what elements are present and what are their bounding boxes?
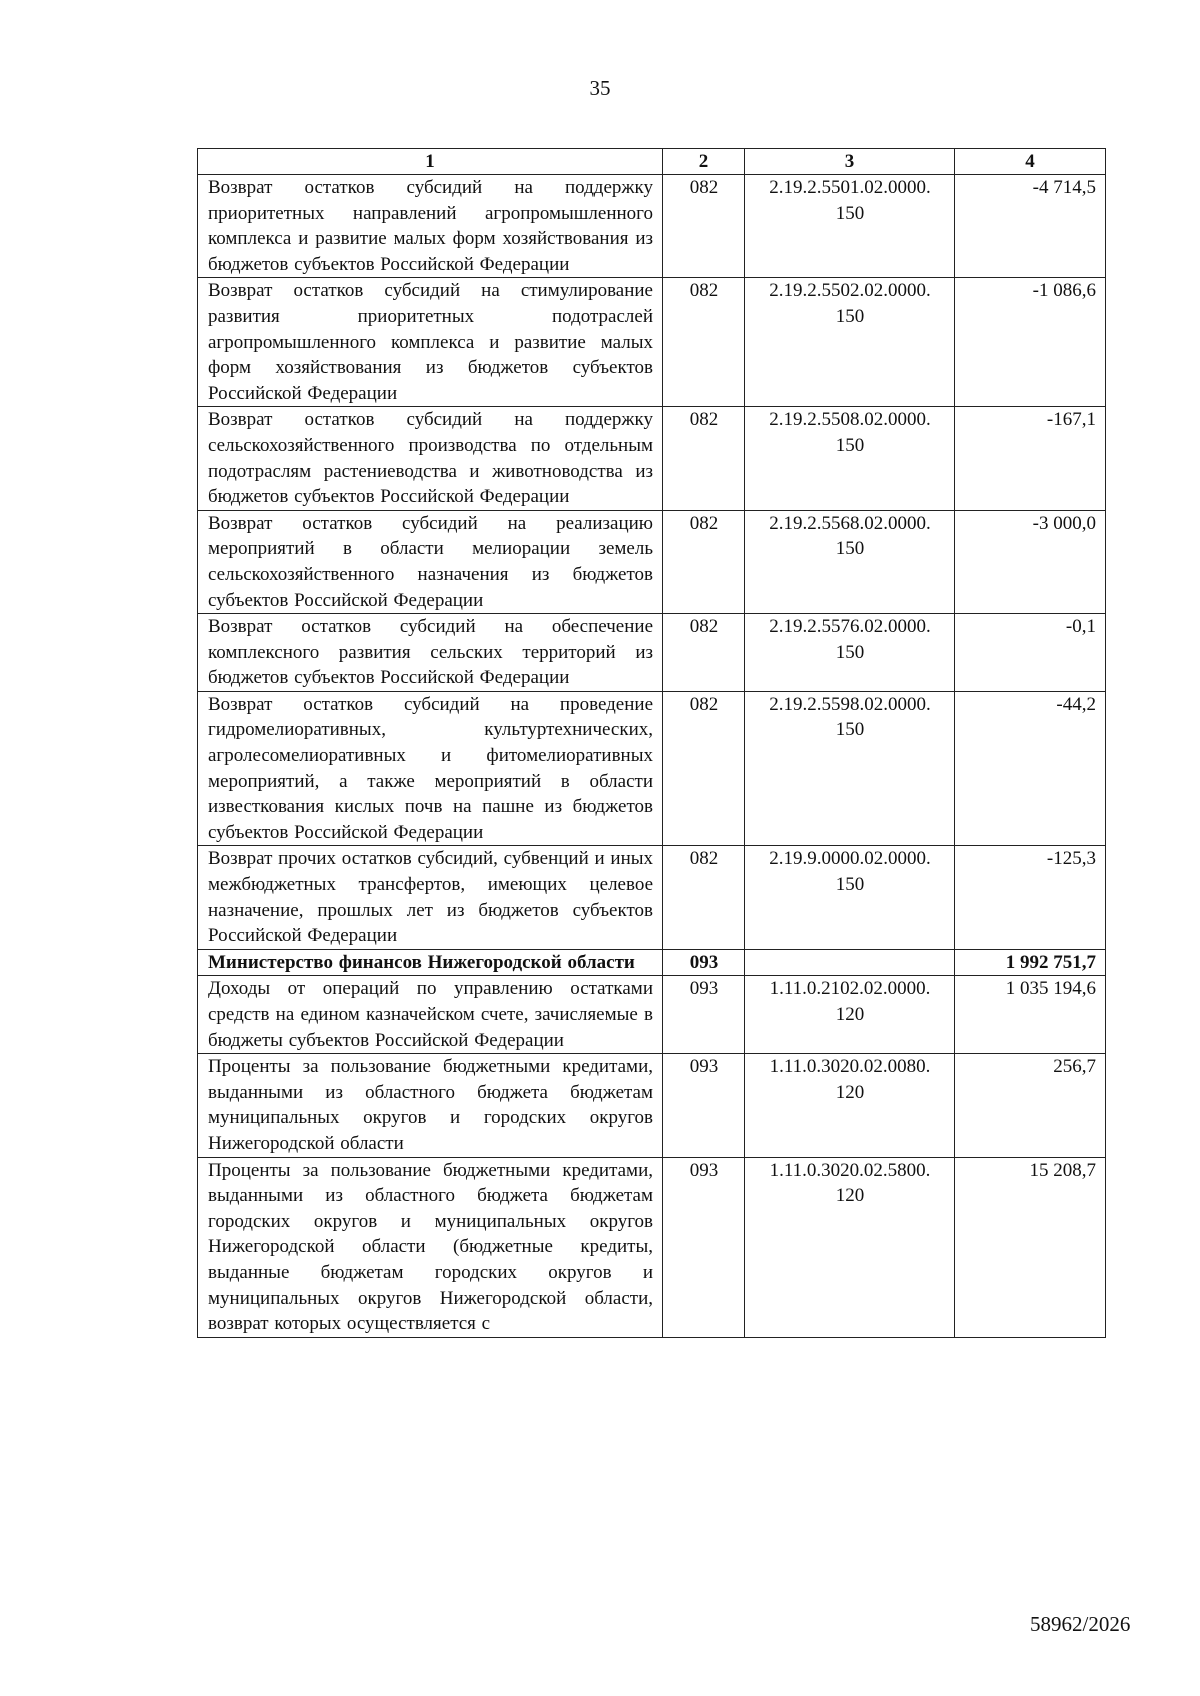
- row-admin-code: 082: [663, 691, 745, 846]
- header-col-1: 1: [198, 149, 663, 175]
- row-amount: 1 992 751,7: [955, 949, 1106, 976]
- table-row: [198, 1054, 1106, 1157]
- table-row: [198, 1157, 1106, 1337]
- row-admin-code: 093: [663, 949, 745, 976]
- table-row-ministry: [198, 949, 1106, 976]
- row-name: Возврат остатков субсидий на проведение гидромелиоративных, культуртехнических, агролесомелиоративных и фитомелиоративных мероприятий, а также мероприятий в области известкования кислых почв на пашне из бюджетов субъектов Российской Федерации: [198, 691, 663, 846]
- header-col-4: 4: [955, 149, 1106, 175]
- row-budget-code: 2.19.2.5598.02.0000. 150: [745, 691, 955, 846]
- row-name: Возврат остатков субсидий на обеспечение комплексного развития сельских территорий из бюджетов субъектов Российской Федерации: [198, 614, 663, 692]
- row-name: Проценты за пользование бюджетными кредитами, выданными из областного бюджета бюджетам городских округов и муниципальных округов Нижегородской области (бюджетные кредиты, выданные бюджетам городских округов и муниципальных округов Нижегородской области, возврат которых осуществляется с: [198, 1157, 663, 1337]
- row-admin-code: 093: [663, 1157, 745, 1337]
- row-amount: -0,1: [955, 614, 1106, 692]
- row-name: Проценты за пользование бюджетными кредитами, выданными из областного бюджета бюджетам муниципальных округов и городских округов Нижегородской области: [198, 1054, 663, 1157]
- row-budget-code: 1.11.0.3020.02.5800. 120: [745, 1157, 955, 1337]
- row-amount: -4 714,5: [955, 175, 1106, 278]
- row-amount: 15 208,7: [955, 1157, 1106, 1337]
- row-budget-code: 1.11.0.3020.02.0080. 120: [745, 1054, 955, 1157]
- row-budget-code: 1.11.0.2102.02.0000. 120: [745, 976, 955, 1054]
- row-admin-code: 093: [663, 976, 745, 1054]
- row-amount: 1 035 194,6: [955, 976, 1106, 1054]
- row-budget-code: [745, 949, 955, 976]
- row-amount: -167,1: [955, 407, 1106, 510]
- row-admin-code: 082: [663, 407, 745, 510]
- row-budget-code: 2.19.2.5576.02.0000. 150: [745, 614, 955, 692]
- row-admin-code: 082: [663, 175, 745, 278]
- row-admin-code: 093: [663, 1054, 745, 1157]
- row-amount: -125,3: [955, 846, 1106, 949]
- table-row: [198, 691, 1106, 846]
- row-admin-code: 082: [663, 846, 745, 949]
- row-budget-code: 2.19.9.0000.02.0000. 150: [745, 846, 955, 949]
- table-row: [198, 407, 1106, 510]
- table-row: [198, 278, 1106, 407]
- header-col-3: 3: [745, 149, 955, 175]
- row-name: Доходы от операций по управлению остатками средств на едином казначейском счете, зачисляемые в бюджеты субъектов Российской Федерации: [198, 976, 663, 1054]
- row-admin-code: 082: [663, 614, 745, 692]
- table-row: [198, 846, 1106, 949]
- row-admin-code: 082: [663, 510, 745, 613]
- table-header-row: [198, 149, 1106, 175]
- row-budget-code: 2.19.2.5568.02.0000. 150: [745, 510, 955, 613]
- row-budget-code: 2.19.2.5508.02.0000. 150: [745, 407, 955, 510]
- row-amount: -44,2: [955, 691, 1106, 846]
- table-row: [198, 510, 1106, 613]
- table-row: [198, 614, 1106, 692]
- row-name: Возврат прочих остатков субсидий, субвенций и иных межбюджетных трансфертов, имеющих целевое назначение, прошлых лет из бюджетов субъектов Российской Федерации: [198, 846, 663, 949]
- row-name: Возврат остатков субсидий на поддержку приоритетных направлений агропромышленного комплекса и развитие малых форм хозяйствования из бюджетов субъектов Российской Федерации: [198, 175, 663, 278]
- row-admin-code: 082: [663, 278, 745, 407]
- document-number: 58962/2026: [1030, 1612, 1131, 1636]
- row-budget-code: 2.19.2.5501.02.0000. 150: [745, 175, 955, 278]
- row-amount: -1 086,6: [955, 278, 1106, 407]
- revenue-table: [197, 148, 1106, 1338]
- header-col-2: 2: [663, 149, 745, 175]
- row-amount: 256,7: [955, 1054, 1106, 1157]
- row-name: Возврат остатков субсидий на поддержку сельскохозяйственного производства по отдельным подотраслям растениеводства и животноводства из бюджетов субъектов Российской Федерации: [198, 407, 663, 510]
- page-number: 35: [589, 76, 611, 100]
- row-amount: -3 000,0: [955, 510, 1106, 613]
- table-row: [198, 175, 1106, 278]
- row-name: Возврат остатков субсидий на реализацию мероприятий в области мелиорации земель сельскохозяйственного назначения из бюджетов субъектов Российской Федерации: [198, 510, 663, 613]
- row-name: Министерство финансов Нижегородской области: [198, 949, 663, 976]
- row-budget-code: 2.19.2.5502.02.0000. 150: [745, 278, 955, 407]
- table-row: [198, 976, 1106, 1054]
- row-name: Возврат остатков субсидий на стимулирование развития приоритетных подотраслей агропромышленного комплекса и развитие малых форм хозяйствования из бюджетов субъектов Российской Федерации: [198, 278, 663, 407]
